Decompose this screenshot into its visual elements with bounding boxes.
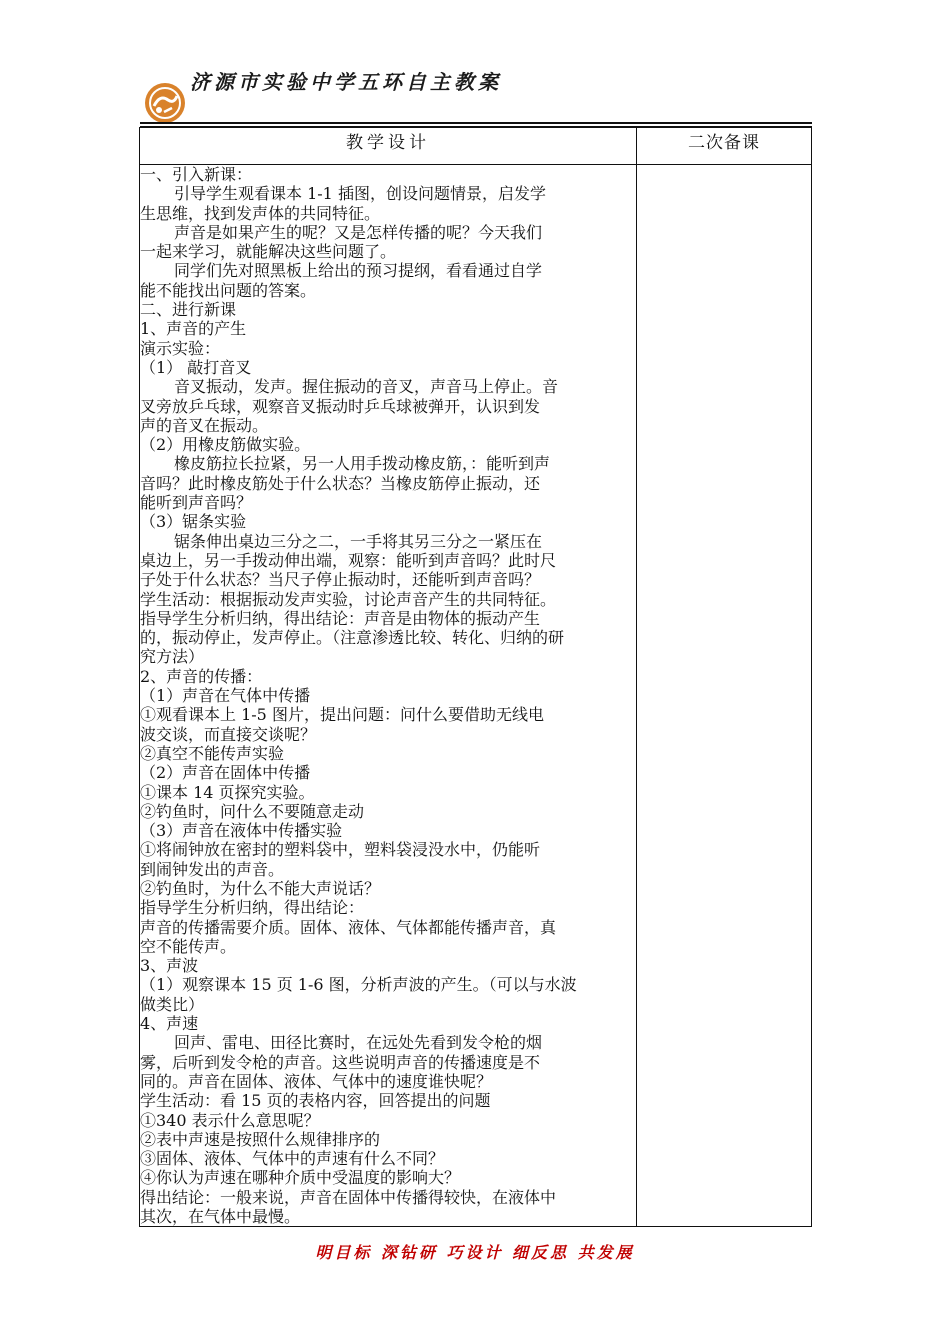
text-line: 同学们先对照黑板上给出的预习提纲，看看通过自学 (174, 261, 543, 281)
text-line: 叉旁放乒乓球，观察音叉振动时乒乓球被弹开，认识到发 (140, 396, 541, 416)
text-line: 得出结论：一般来说，声音在固体中传播得较快，在液体中 (140, 1187, 557, 1207)
text-line: 做类比） (140, 994, 205, 1014)
text-line: 4、声速 (140, 1014, 199, 1034)
table-body-row (140, 165, 812, 1227)
text-line: ②钓鱼时，问什么不要随意走动 (140, 801, 365, 821)
text-line: 波交谈，而直接交谈呢？ (140, 724, 317, 744)
text-line: ②钓鱼时，为什么不能大声说话？ (140, 878, 381, 898)
text-line: 回声、雷电、田径比赛时，在远处先看到发令枪的烟 (174, 1033, 543, 1053)
text-line: 一起来学习，就能解决这些问题了。 (140, 242, 397, 262)
backup-notes-cell (637, 165, 812, 1227)
text-line: 指导学生分析归纳，得出结论：声音是由物体的振动产生 (140, 608, 541, 628)
page-header (140, 62, 812, 126)
footer-motto: 明目标 深钻研 巧设计 细反思 共发展 (315, 1243, 635, 1262)
text-line: 音叉振动，发声。握住振动的音叉，声音马上停止。音 (174, 377, 559, 397)
text-line: （2）声音在固体中传播 (140, 763, 311, 783)
text-line: 演示实验： (140, 338, 221, 358)
text-line: ②真空不能传声实验 (140, 743, 285, 763)
text-line: 同的。声音在固体、液体、气体中的速度谁快呢？ (140, 1071, 493, 1091)
text-line: 一、引入新课： (140, 165, 253, 184)
text-line: 1、声音的产生 (140, 319, 247, 339)
text-line: （3）声音在液体中传播实验 (140, 821, 343, 841)
design-content-cell (140, 165, 637, 1227)
design-text (140, 165, 636, 1226)
text-line: 生思维，找到发声体的共同特征。 (140, 203, 381, 223)
text-line: 能不能找出问题的答案。 (140, 280, 317, 300)
text-line: 其次，在气体中最慢。 (140, 1207, 301, 1227)
text-line: ①将闹钟放在密封的塑料袋中，塑料袋浸没水中，仍能听 (140, 840, 541, 860)
text-line: 2、声音的传播： (140, 666, 263, 686)
text-line: 学生活动：根据振动发声实验，讨论声音产生的共同特征。 (140, 589, 557, 609)
text-line: 到闹钟发出的声音。 (140, 859, 285, 879)
text-line: 指导学生分析归纳，得出结论： (140, 898, 365, 918)
text-line: （1）声音在气体中传播 (140, 686, 311, 706)
text-line: 究方法） (140, 647, 205, 667)
text-line: （2）用橡皮筋做实验。 (140, 435, 311, 455)
text-line: 雾，后听到发令枪的声音。这些说明声音的传播速度是不 (140, 1052, 541, 1072)
text-line: （1）观察课本 15 页 1-6 图，分析声波的产生。（可以与水波 (140, 975, 577, 995)
text-line: ②表中声速是按照什么规律排序的 (140, 1129, 381, 1149)
text-line: 锯条伸出桌边三分之二，一手将其另三分之一紧压在 (174, 531, 543, 551)
text-line: 子处于什么状态？当尺子停止振动时，还能听到声音吗？ (140, 570, 541, 590)
school-logo-icon (144, 82, 186, 124)
lesson-plan-table (139, 127, 812, 1227)
text-line: 声的音叉在振动。 (140, 415, 269, 435)
text-line: 二、进行新课 (140, 300, 237, 320)
text-line: ③固体、液体、气体中的声速有什么不同？ (140, 1149, 445, 1169)
text-line: （1） 敲打音叉 (140, 357, 252, 377)
text-line: ①观看课本上 1-5 图片，提出问题：问什么要借助无线电 (140, 705, 544, 725)
column-header-design: 教学设计 (140, 128, 637, 165)
text-line: 桌边上，另一手拨动伸出端，观察：能听到声音吗？此时尺 (140, 550, 557, 570)
text-line: 学生活动：看 15 页的表格内容，回答提出的问题 (140, 1091, 491, 1111)
text-line: 声音是如果产生的呢？又是怎样传播的呢？今天我们 (174, 222, 543, 242)
text-line: 空不能传声。 (140, 936, 237, 956)
header-rule (140, 122, 812, 124)
text-line: ④你认为声速在哪种介质中受温度的影响大？ (140, 1168, 461, 1188)
column-header-backup: 二次备课 (637, 128, 812, 165)
text-line: 橡皮筋拉长拉紧，另一人用手拨动橡皮筋，：能听到声 (174, 454, 551, 474)
text-line: 能听到声音吗？ (140, 493, 253, 513)
text-line: 音吗？此时橡皮筋处于什么状态？当橡皮筋停止振动，还 (140, 473, 541, 493)
school-title: 济源市实验中学五环自主教案 (190, 70, 502, 94)
text-line: ①课本 14 页探究实验。 (140, 782, 315, 802)
text-line: 声音的传播需要介质。固体、液体、气体都能传播声音，真 (140, 917, 557, 937)
text-line: （3）锯条实验 (140, 512, 247, 532)
text-line: ①340 表示什么意思呢？ (140, 1110, 320, 1130)
text-line: 引导学生观看课本 1-1 插图，创设问题情景，启发学 (174, 184, 546, 204)
table-header-row (140, 128, 812, 165)
text-line: 的，振动停止，发声停止。（注意渗透比较、转化、归纳的研 (140, 628, 565, 648)
text-line: 3、声波 (140, 956, 199, 976)
